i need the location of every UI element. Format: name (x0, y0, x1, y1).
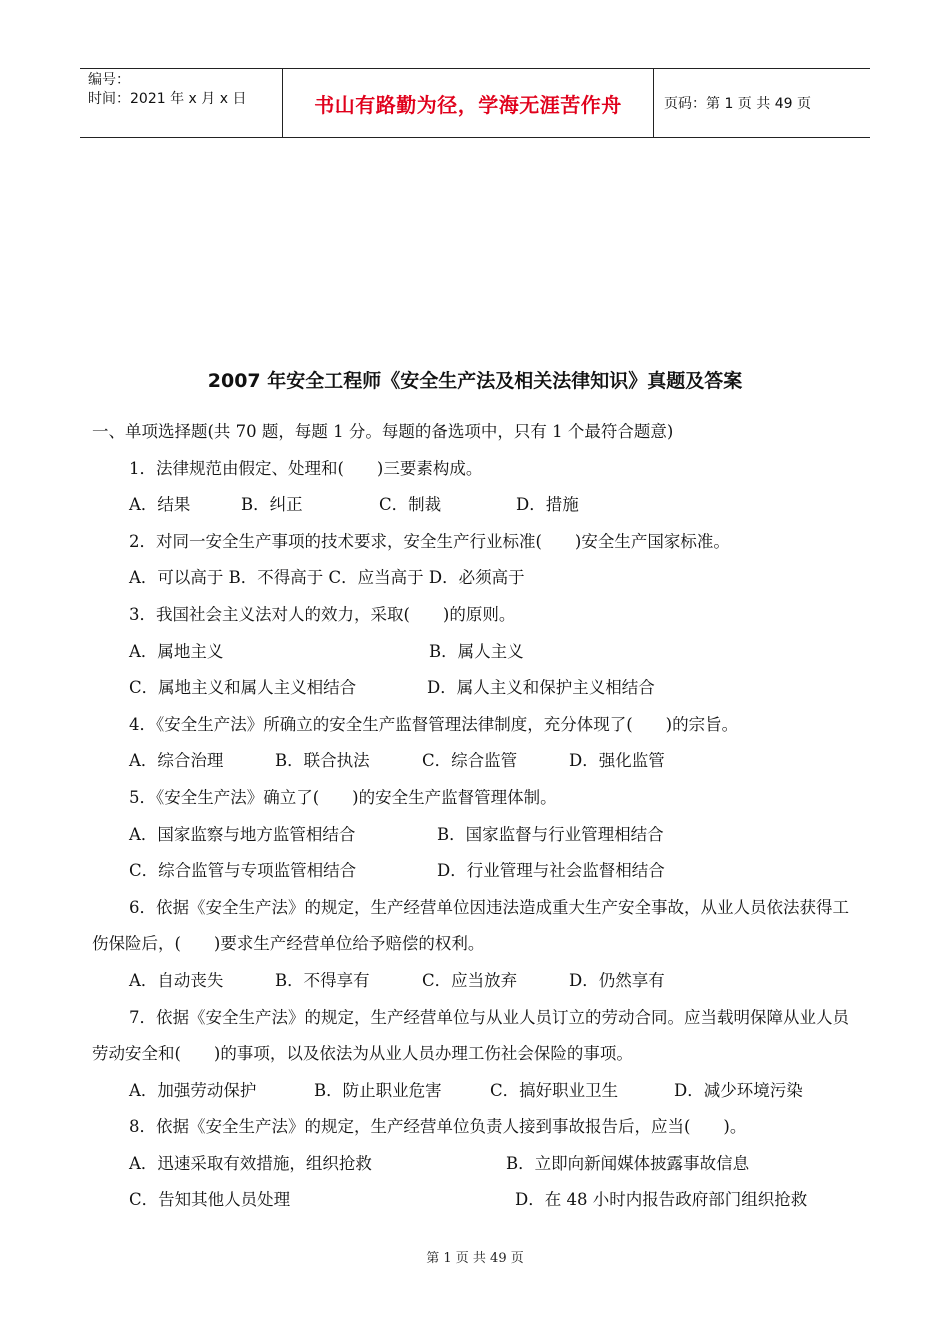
page-info-text: 页码：第 1 页 共 49 页 (664, 96, 811, 112)
document-title: 2007 年安全工程师《安全生产法及相关法律知识》真题及答案 (207, 370, 743, 392)
question-4-options (92, 743, 862, 780)
question-8-options-row-1 (92, 1146, 862, 1183)
option-c: C．应当放弃 (422, 970, 518, 990)
option-b: B．纠正 (241, 495, 303, 515)
option-d: D．属人主义和保护主义相结合 (427, 678, 655, 698)
question-8: 8．依据《安全生产法》的规定，生产经营单位负责人接到事故报告后，应当( )。 (129, 1117, 747, 1137)
question-6: 6．依据《安全生产法》的规定，生产经营单位因违法造成重大生产安全事故，从业人员依法获得工伤保险后，( )要求生产经营单位给予赔偿的权利。 (92, 897, 849, 954)
question-4: 4．《安全生产法》所确立的安全生产监督管理法律制度，充分体现了( )的宗旨。 (129, 714, 739, 734)
document-body (92, 414, 862, 1219)
question-3-options-row-1 (92, 634, 862, 671)
option-a: A．加强劳动保护 (129, 1080, 257, 1100)
option-c: C．综合监管 (422, 751, 518, 771)
option-d: D．行业管理与社会监督相结合 (437, 861, 665, 881)
question-1: 1．法律规范由假定、处理和( )三要素构成。 (129, 458, 483, 478)
option-b: B．防止职业危害 (314, 1080, 442, 1100)
question-2: 2．对同一安全生产事项的技术要求，安全生产行业标准( )安全生产国家标准。 (129, 531, 730, 551)
option-a: A．结果 (129, 495, 191, 515)
document-number-label: 编号： (88, 72, 130, 88)
option-d: D．强化监管 (569, 751, 665, 771)
header-meta (80, 69, 282, 137)
option-c: C．搞好职业卫生 (490, 1080, 619, 1100)
question-7-options (92, 1073, 862, 1110)
option-b: B．联合执法 (275, 751, 370, 771)
option-c: C．综合监管与专项监管相结合 (129, 861, 357, 881)
question-3-options-row-2 (92, 670, 862, 707)
option-b: B．属人主义 (429, 641, 524, 661)
option-a: A．国家监察与地方监管相结合 (129, 824, 356, 844)
option-b: B．立即向新闻媒体披露事故信息 (506, 1153, 750, 1173)
option-a: A．自动丧失 (129, 970, 224, 990)
option-b: B．不得享有 (275, 970, 370, 990)
question-5-options-row-1 (92, 817, 862, 854)
question-3: 3．我国社会主义法对人的效力，采取( )的原则。 (129, 604, 516, 624)
question-1-options (92, 487, 862, 524)
question-7: 7．依据《安全生产法》的规定，生产经营单位与从业人员订立的劳动合同。应当载明保障从业人员劳动安全和( )的事项，以及依法为从业人员办理工伤社会保险的事项。 (92, 1007, 849, 1064)
question-2-options: A．可以高于 B．不得高于 C．应当高于 D．必须高于 (129, 568, 525, 588)
header-page-info (654, 69, 870, 137)
page-footer: 第 1 页 共 49 页 (426, 1251, 524, 1266)
option-d: D．仍然享有 (569, 970, 665, 990)
option-c: C．属地主义和属人主义相结合 (129, 678, 357, 698)
option-d: D．在 48 小时内报告政府部门组织抢救 (515, 1190, 808, 1210)
header-motto: 书山有路勤为径，学海无涯苦作舟 (314, 92, 622, 117)
option-a: A．综合治理 (129, 751, 224, 771)
option-a: A．迅速采取有效措施，组织抢救 (129, 1153, 372, 1173)
option-a: A．属地主义 (129, 641, 224, 661)
page-header (80, 68, 870, 138)
option-d: D．减少环境污染 (674, 1080, 803, 1100)
question-5: 5．《安全生产法》确立了( )的安全生产监督管理体制。 (129, 787, 557, 807)
document-date: 时间：2021 年 x 月 x 日 (88, 91, 247, 107)
question-5-options-row-2 (92, 853, 862, 890)
question-8-options-row-2 (92, 1182, 862, 1219)
question-6-options (92, 963, 862, 1000)
header-motto-cell (282, 69, 654, 137)
section-heading: 一、单项选择题(共 70 题，每题 1 分。每题的备选项中，只有 1 个最符合题意) (92, 422, 674, 441)
option-c: C．告知其他人员处理 (129, 1190, 291, 1210)
option-c: C．制裁 (379, 495, 442, 515)
option-b: B．国家监督与行业管理相结合 (437, 824, 664, 844)
option-d: D．措施 (516, 495, 579, 515)
